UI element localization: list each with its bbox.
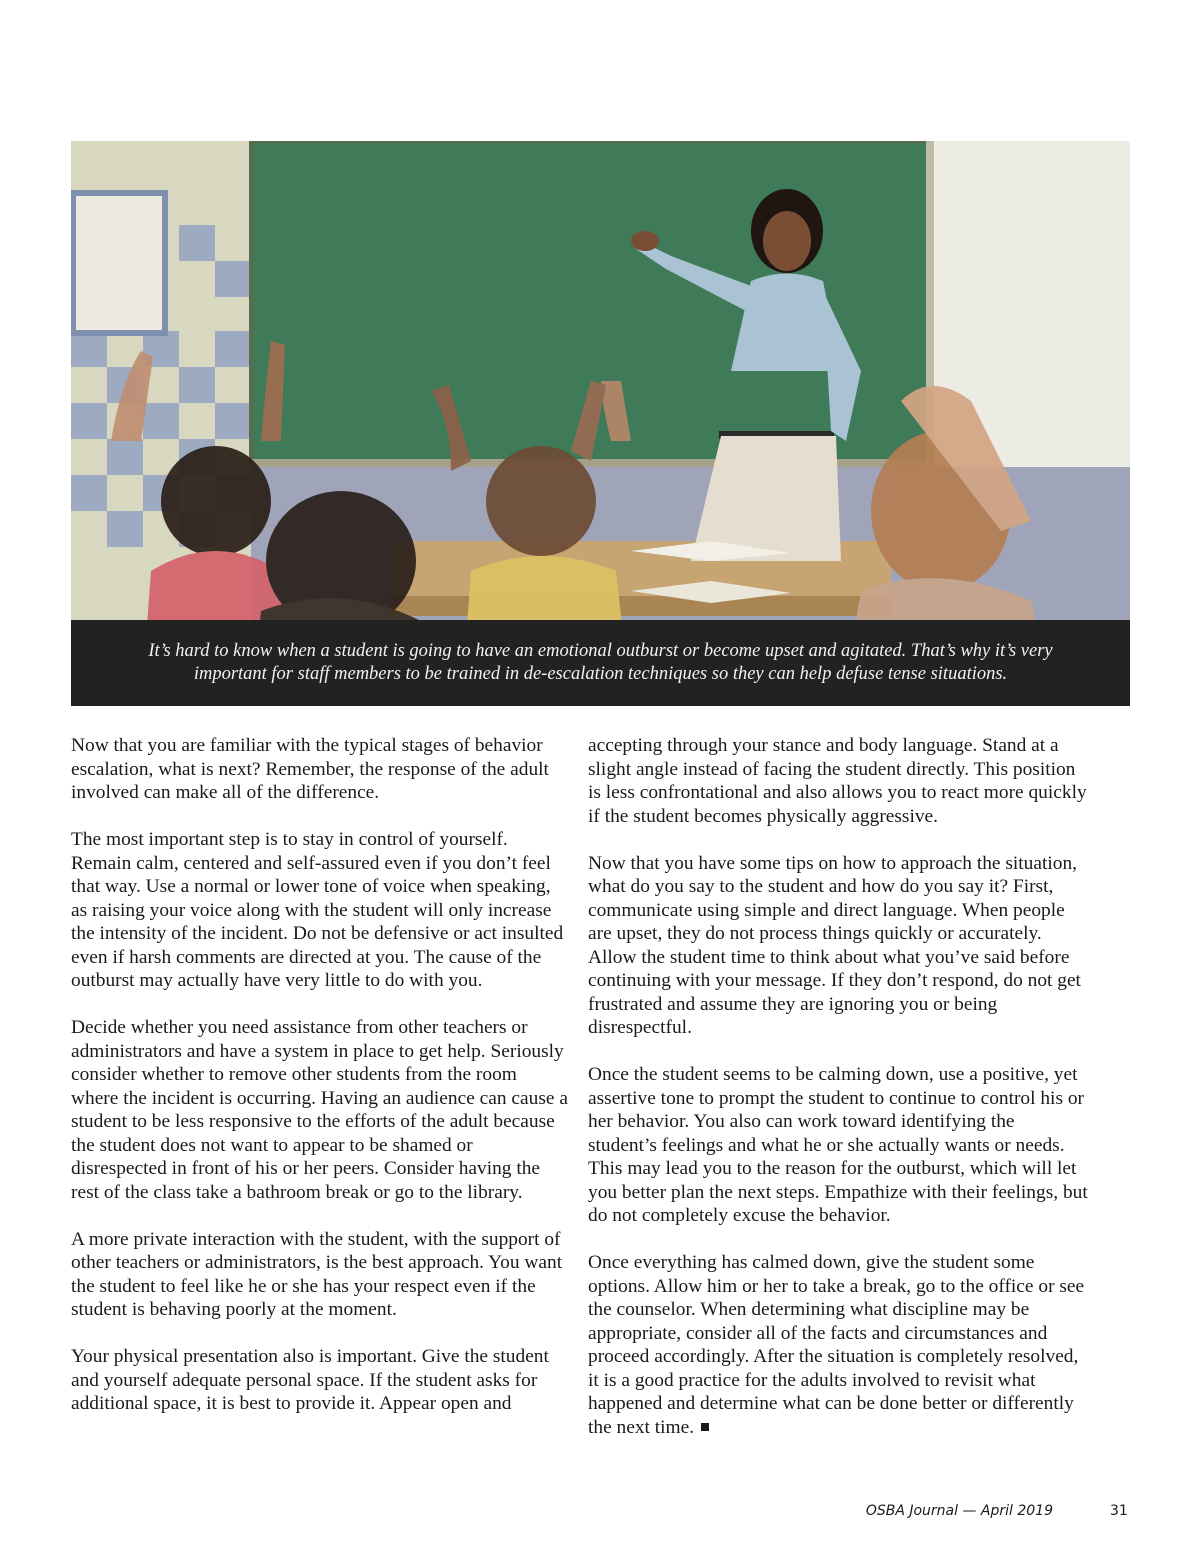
journal-title: OSBA Journal — April 2019 <box>865 1503 1053 1519</box>
paragraph: Your physical presentation also is important. Give the student and yourself adequate personal space. If the student asks for additional space, it is best to provide it. Appear open and <box>71 1346 549 1414</box>
page-number: 31 <box>1110 1503 1128 1519</box>
paragraph: Now that you have some tips on how to approach the situation, what do you say to the student and how do you say it? First, communicate using simple and direct language. When people are upset, they do not process things quickly or accurately. Allow the student time to think about what you’ve said before continuing with your message. If they don’t respond, do not get frustrated and assume they are ignoring you or being disrespectful. <box>588 852 1081 1038</box>
photo-caption <box>71 620 1130 706</box>
caption-line-1: It’s hard to know when a student is going to have an emotional outburst or become upset and agitated. That’s why it’s very <box>148 641 1053 661</box>
caption-line-2: important for staff members to be trained in de-escalation techniques so they can help defuse tense situations. <box>193 664 1008 684</box>
paragraph: Once the student seems to be calming down, use a positive, yet assertive tone to prompt the student to continue to control his or her behavior. You also can work toward identifying the student’s feelings and what he or she actually wants or needs. This may lead you to the reason for the outburst, which will let you better plan the next steps. Empathize with their feelings, but do not completely excuse the behavior. <box>588 1064 1088 1226</box>
paragraph-final-text: Once everything has calmed down, give the student some options. Allow him or her to take a break, go to the office or see the counselor. When determining what discipline may be appropriate, consider all of the facts and circumstances and proceed accordingly. After the situation is completely resolved, it is a good practice for the adults involved to revisit what happened and determine what can be done better or differently the next time. <box>588 1252 1085 1438</box>
end-mark-icon <box>701 1423 709 1431</box>
paragraph: The most important step is to stay in control of yourself. Remain calm, centered and self-assured even if you don’t feel that way. Use a normal or lower tone of voice when speaking, as raising your voice along with the student will only increase the intensity of the incident. Do not be defensive or act insulted even if harsh comments are directed at you. The cause of the outburst may actually have very little to do with you. <box>71 829 564 991</box>
classroom-photo <box>71 141 1130 706</box>
paragraph: A more private interaction with the student, with the support of other teachers or administrators, is the best approach. You want the student to feel like he or she has your respect even if the student is behaving poorly at the moment. <box>71 1228 563 1320</box>
paragraph: Decide whether you need assistance from other teachers or administrators and have a system in place to get help. Seriously consider whether to remove other students from the room where the incident is occurring. Having an audience can cause a student to be less responsive to the efforts of the adult because the student does not want to appear to be shamed or disrespected in front of his or her peers. Consider having the rest of the class take a bathroom break or go to the library. <box>71 1017 568 1203</box>
paragraph: accepting through your stance and body language. Stand at a slight angle instead of facing the student directly. This position is less confrontational and also allows you to react more quickly if the student becomes physically aggressive. <box>588 735 1087 827</box>
left-column <box>71 734 568 1416</box>
paragraph-final <box>588 1251 1088 1439</box>
paragraph: Now that you are familiar with the typical stages of behavior escalation, what is next? Remember, the response of the adult involved can make all of the difference. <box>71 735 549 803</box>
right-column <box>588 734 1088 1439</box>
